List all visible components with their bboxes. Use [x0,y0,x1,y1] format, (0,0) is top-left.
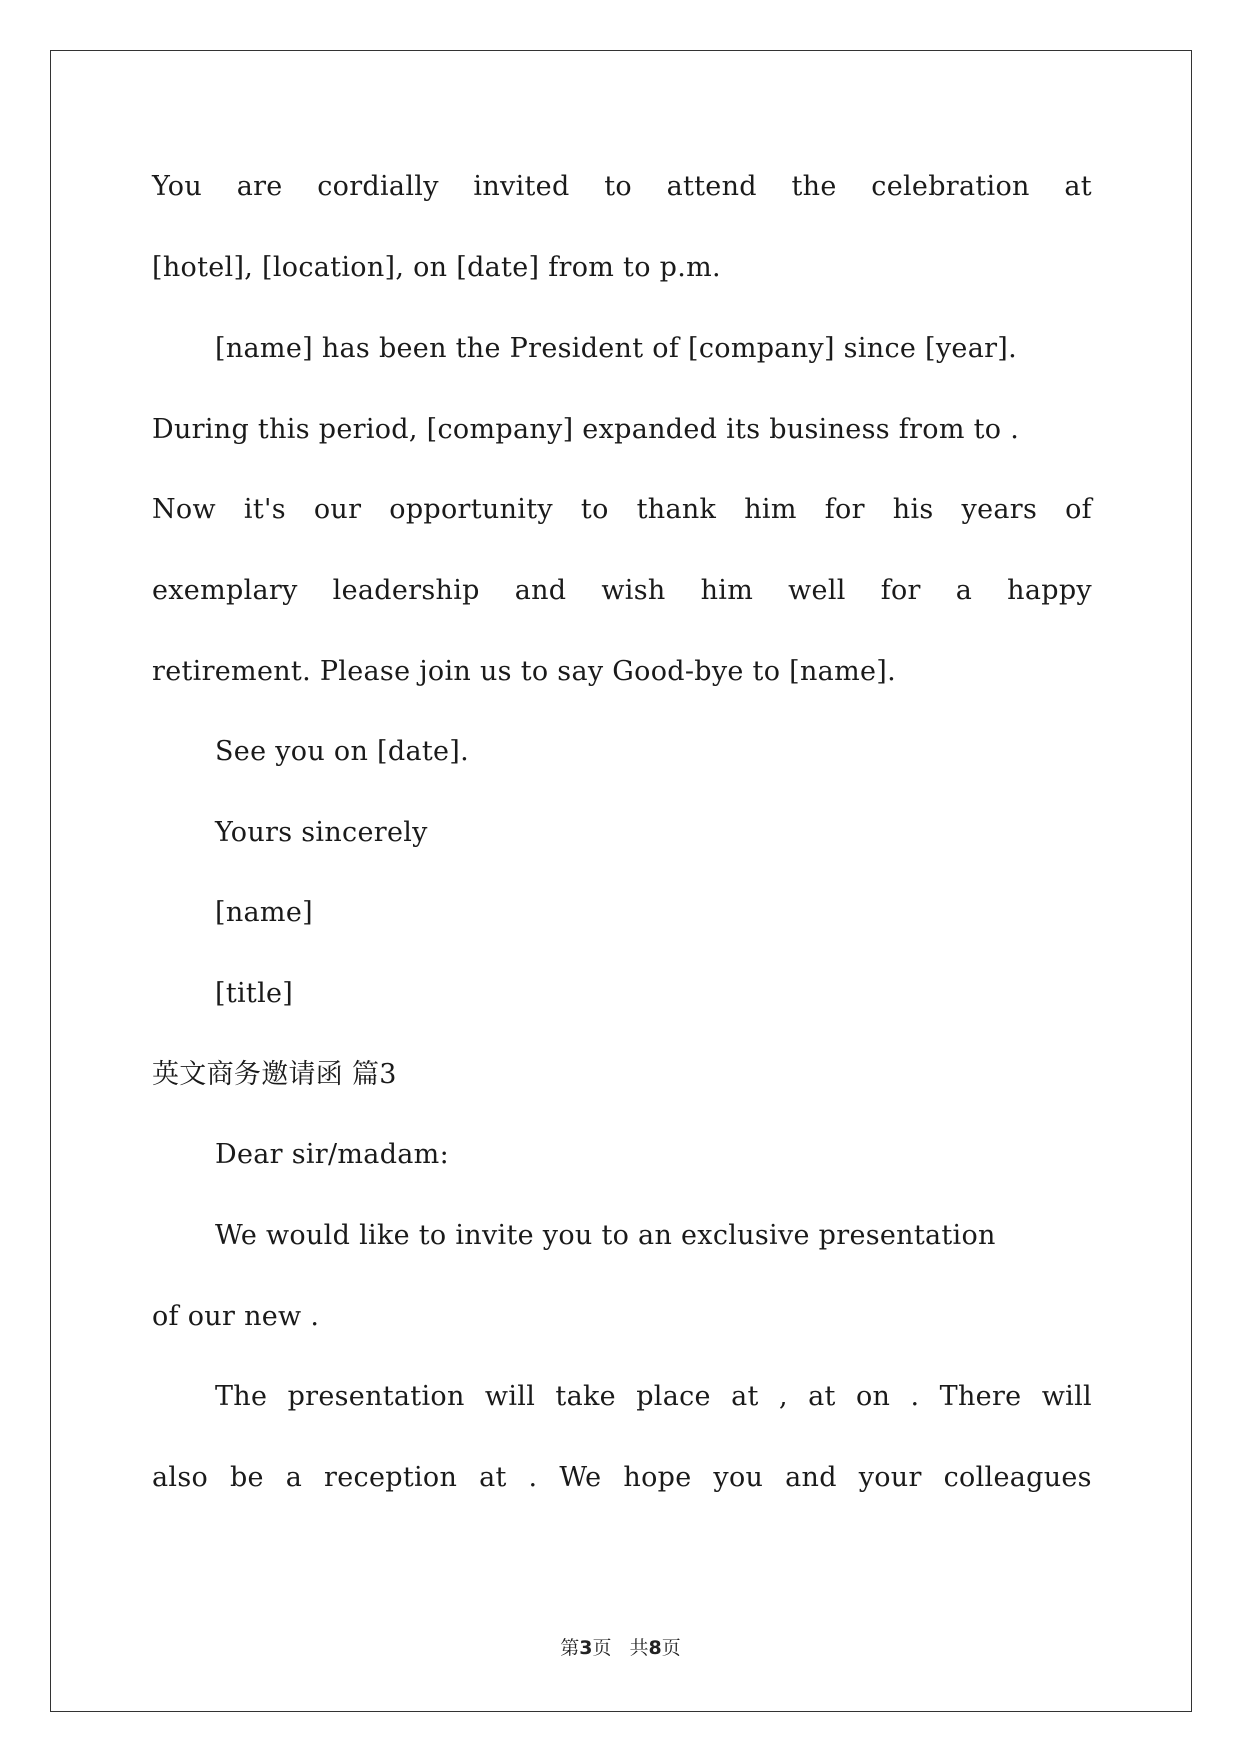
word: colleagues [943,1462,1092,1493]
word: . [910,1381,920,1412]
paragraph-line: [hotel], [location], on [date] from to p.m. [152,252,721,283]
word: opportunity [389,494,553,525]
word: our [313,494,362,525]
word: wish [601,575,666,606]
word: . [528,1462,538,1493]
salutation: Dear sir/madam: [215,1139,449,1170]
word: at [731,1381,759,1412]
word: years [961,494,1038,525]
word: The [215,1381,268,1412]
word: place [636,1381,711,1412]
footer-page-unit: 页 [592,1637,612,1659]
paragraph-line: [name] has been the President of [company] since [year]. [215,333,1018,364]
word: celebration [871,171,1030,202]
word: of [1065,494,1092,525]
word: thank [636,494,717,525]
word: on [855,1381,891,1412]
paragraph-line [152,173,1092,200]
paragraph-line [215,1383,1092,1410]
word: a [285,1462,303,1493]
word: and [514,575,567,606]
signature-title: [title] [215,978,294,1009]
word: Now [152,494,216,525]
footer-total-prefix: 共 [629,1637,649,1659]
footer-total-unit: 页 [661,1637,681,1659]
word: We [559,1462,602,1493]
word: to [580,494,609,525]
word: also [152,1462,209,1493]
word: , [778,1381,788,1412]
word: You [152,171,203,202]
word: exemplary [152,575,298,606]
word: cordially [317,171,439,202]
word: him [744,494,797,525]
signature-name: [name] [215,897,313,928]
word: attend [666,171,757,202]
footer-current-page: 3 [579,1637,593,1659]
word: hope [623,1462,692,1493]
paragraph-line [152,1464,1092,1491]
word: him [700,575,754,606]
word: be [229,1462,264,1493]
word: happy [1007,575,1092,606]
word: leadership [332,575,480,606]
word: well [788,575,846,606]
word: to [604,171,632,202]
word: are [236,171,283,202]
closing-line: Yours sincerely [215,817,428,848]
paragraph-line: retirement. Please join us to say Good-bye to [name]. [152,656,896,687]
paragraph-line [152,577,1092,604]
paragraph-line [152,496,1092,523]
see-you-line: See you on [date]. [215,736,470,767]
footer-prefix: 第 [560,1637,580,1659]
word: at [808,1381,836,1412]
word: the [791,171,837,202]
word: will [1041,1381,1092,1412]
word: for [824,494,865,525]
page-footer [0,1633,1241,1660]
word: and [785,1462,837,1493]
word: for [880,575,921,606]
paragraph-line: We would like to invite you to an exclusive presentation [215,1220,996,1251]
paragraph-line: of our new . [152,1301,320,1332]
word: presentation [287,1381,465,1412]
word: take [555,1381,616,1412]
word: your [858,1462,922,1493]
word: at [1064,171,1092,202]
word: invited [473,171,570,202]
word: a [955,575,973,606]
word: will [484,1381,536,1412]
word: There [939,1381,1022,1412]
word: reception [324,1462,458,1493]
paragraph-line: During this period, [company] expanded its business from to . [152,414,1020,445]
footer-total-pages: 8 [648,1637,662,1659]
word: you [713,1462,764,1493]
section-heading: 英文商务邀请函 篇3 [152,1059,397,1090]
word: his [892,494,934,525]
word: it's [243,494,286,525]
word: at [479,1462,507,1493]
